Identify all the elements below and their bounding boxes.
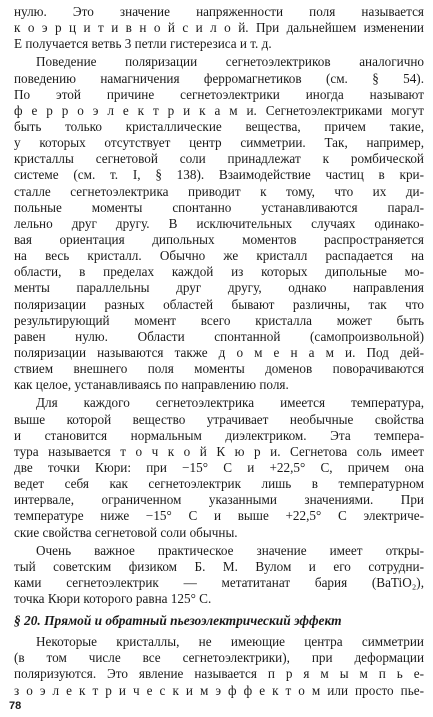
text-line: лельно друг другу. В исключительных случаях одинако- xyxy=(14,215,424,231)
text-line: точка Кюри которого равна 125° С. xyxy=(14,591,212,607)
section-heading: § 20. Прямой и обратный пьезоэлектрический эффект xyxy=(14,613,342,629)
text-line: ведет себя как сегнетоэлектрик лишь в температурном xyxy=(14,476,424,492)
text-line: нулю. Это значение напряженности поля называется xyxy=(14,4,424,19)
text-line: поляризуются. Это явление называется п р я м ы м п ь е- xyxy=(14,666,424,682)
text-line: поведению намагничения ферромагнетиков (см. § 54). xyxy=(14,70,424,86)
text-line: быть только кристаллические вещества, причем такие, xyxy=(14,118,424,134)
text-line: выше которой вещество утрачивает необычные свойства xyxy=(14,411,424,427)
text-line: менты параллельны друг другу, однако направления xyxy=(14,280,424,296)
text-line: области, в пределах каждой из которых дипольные мо- xyxy=(14,264,424,280)
text-line: системе (см. т. I, § 138). Взаимодействие частиц в кри- xyxy=(14,167,424,183)
text-line: у которых отсутствует центр симметрии. Так, например, xyxy=(14,135,424,151)
text-line: ф е р р о э л е к т р и к а м и. Сегнетоэлектриками могут xyxy=(14,102,424,118)
paragraph-3 xyxy=(14,395,424,540)
paragraph-1 xyxy=(14,4,424,52)
text-line: тура называется т о ч к о й К ю р и. Сегнетова соль имеет xyxy=(14,443,424,459)
text-column xyxy=(14,4,424,699)
text-line: и становится нормальным диэлектриком. Эта темпера- xyxy=(14,427,424,443)
text-line: ские свойства сегнетовой соли обычны. xyxy=(14,524,238,540)
text-line: тый советским физиком Б. М. Вулом и его сотрудни- xyxy=(14,558,424,574)
text-line: поляризации называются также д о м е н а м и. Под дей- xyxy=(14,344,424,360)
text-line: Некоторые кристаллы, не имеющие центра симметрии xyxy=(36,634,424,650)
text-line: (в том числе все сегнетоэлектрики), при деформации xyxy=(14,650,424,666)
text-line: з о э л е к т р и ч е с к и м э ф ф е к т о м или просто пье- xyxy=(14,682,424,698)
text-line: как целое, устанавливаясь по направлению поля. xyxy=(14,377,289,393)
text-line: Поведение поляризации сегнетоэлектриков аналогично xyxy=(36,54,424,70)
text-line: результирующий момент всего кристалла может быть xyxy=(14,312,424,328)
text-line: сталле сегнетоэлектрика приводит к тому, что их ди- xyxy=(14,183,424,199)
text-line: к о э р ц и т и в н о й с и л о й. При дальнейшем изменении xyxy=(14,20,424,36)
text-line: вая ориентация дипольных моментов распространяется xyxy=(14,231,424,247)
text-line: ствием внешнего поля моменты доменов поворачиваются xyxy=(14,361,424,377)
text-line: поляризации разных областей бывают различны, так что xyxy=(14,296,424,312)
paragraph-2 xyxy=(14,54,424,393)
page-number: 78 xyxy=(9,700,22,712)
text-line: равен нулю. Области спонтанной (самопроизвольной) xyxy=(14,328,424,344)
text-line: Очень важное практическое значение имеет откры- xyxy=(36,542,424,558)
text-line: ками сегнетоэлектрик — метатитанат бария (BaTiO₂), xyxy=(14,574,424,590)
text-line: Для каждого сегнетоэлектрика имеется температура, xyxy=(36,395,424,411)
paragraph-4 xyxy=(14,543,424,608)
text-line: E получается ветвь 3 петли гистерезиса и т. д. xyxy=(14,36,272,52)
text-line: интервале, ограниченном указанными значениями. При xyxy=(14,492,424,508)
text-line: две точки Кюри: при −15° С и +22,5° С, причем она xyxy=(14,459,424,475)
paragraph-5 xyxy=(14,634,424,699)
text-line: кристаллы сегнетовой соли принадлежат к ромбической xyxy=(14,151,424,167)
text-line: польные моменты спонтанно устанавливаются парал- xyxy=(14,199,424,215)
text-line: температуре ниже −15° С и выше +22,5° С электриче- xyxy=(14,508,424,524)
text-line: на весь кристалл. Обычно же кристалл распадается на xyxy=(14,248,424,264)
text-line: По этой причине сегнетоэлектрики иногда называют xyxy=(14,86,424,102)
